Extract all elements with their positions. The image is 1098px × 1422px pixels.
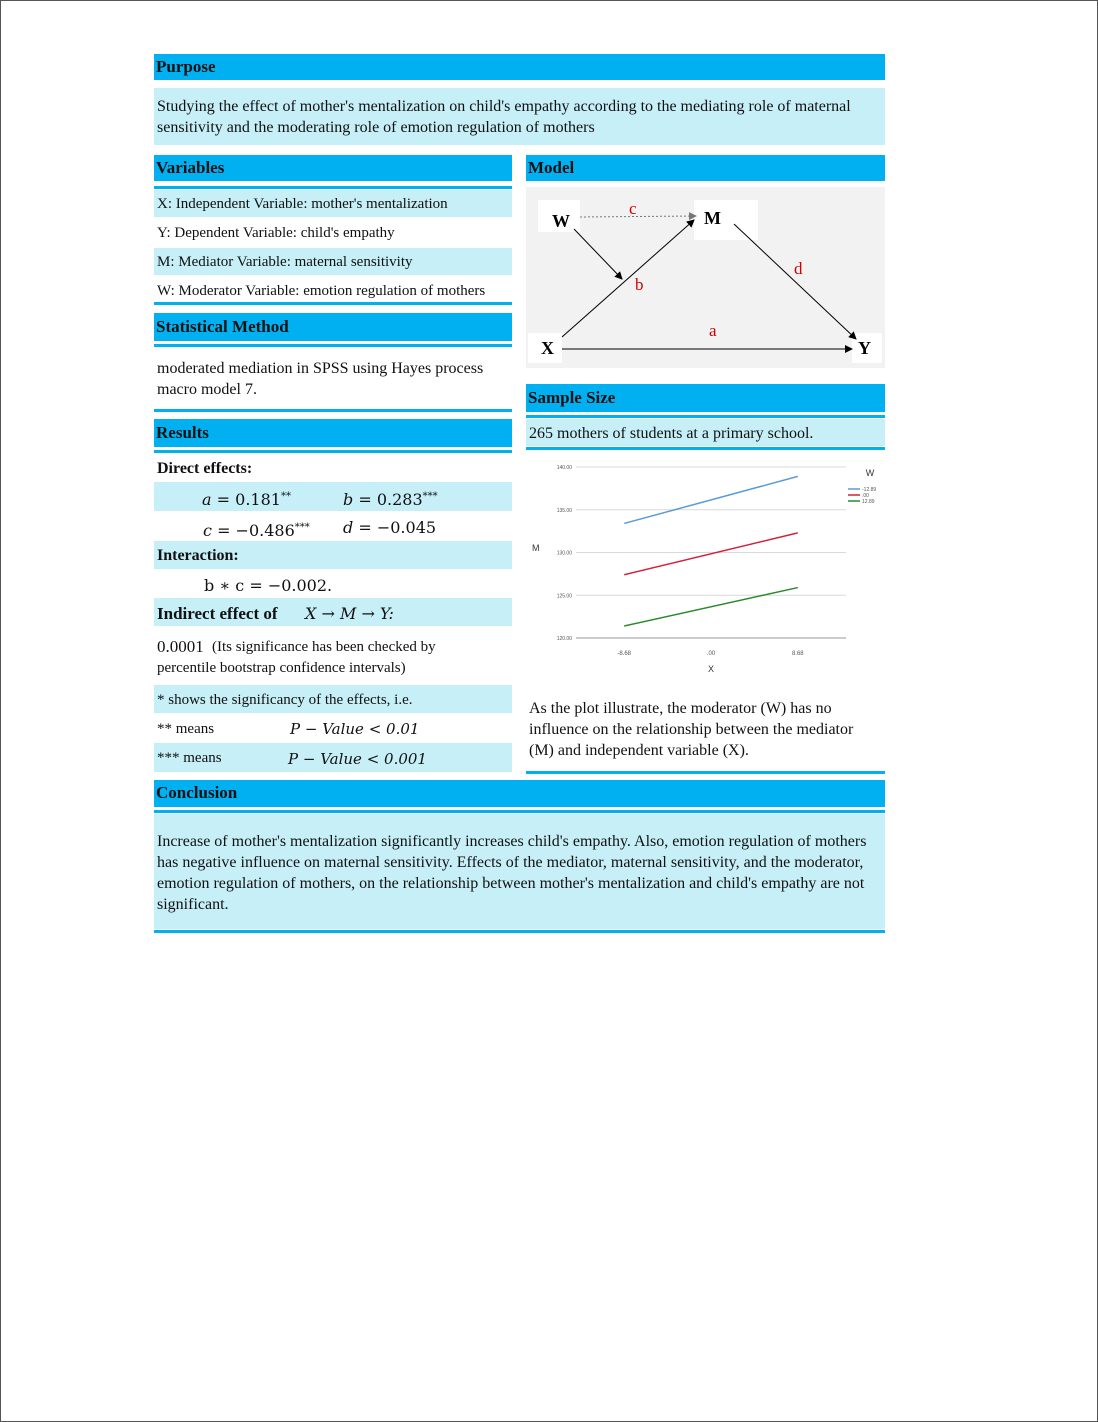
x-tick-label: -8.68 xyxy=(617,651,632,657)
plot-caption: As the plot illustrate, the moderator (W) has no influence on the relationship between the mediator (M) and independent variable (X). xyxy=(529,700,854,759)
legend-label: 12.89 xyxy=(862,499,875,505)
node-w: W xyxy=(552,211,570,231)
legend-label: .00 xyxy=(862,493,869,499)
divider xyxy=(154,186,512,189)
significance-note: * shows the significancy of the effects, i.e. xyxy=(157,692,413,708)
y-tick-label: 140.00 xyxy=(556,465,572,471)
y-tick-label: 130.00 xyxy=(556,550,572,557)
path-label-c: c xyxy=(629,199,637,218)
interaction-expression: b ∗ c = −0.002. xyxy=(204,576,333,595)
divider xyxy=(526,415,885,418)
statistical-method-text: moderated mediation in SPSS using Hayes process macro model 7. xyxy=(157,360,484,398)
path-label-d: d xyxy=(794,259,803,278)
indirect-effect-path: X → M → Y: xyxy=(305,604,394,623)
significance-triple-star: *** means xyxy=(157,750,222,766)
path-c-arrow xyxy=(580,216,696,217)
interaction-chart-svg xyxy=(526,455,885,685)
series-line xyxy=(624,588,798,626)
effect-a: a = 0.181** xyxy=(202,490,291,509)
purpose-heading: Purpose xyxy=(154,54,885,80)
significance-triple-star-expr: P − Value < 0.001 xyxy=(288,750,427,768)
model-heading: Model xyxy=(526,155,885,181)
y-tick-label: 125.00 xyxy=(556,593,572,600)
indirect-effect-label: Indirect effect of xyxy=(157,604,278,623)
statistical-method-heading: Statistical Method xyxy=(154,313,512,341)
y-axis-label: M xyxy=(532,543,540,553)
interaction-chart xyxy=(526,455,885,685)
series-line xyxy=(624,533,798,575)
divider xyxy=(154,344,512,347)
variable-m: M: Mediator Variable: maternal sensitivity xyxy=(157,254,413,270)
x-axis-label: X xyxy=(707,664,715,674)
variables-heading: Variables xyxy=(154,155,512,181)
model-diagram-svg xyxy=(526,187,885,368)
model-diagram xyxy=(526,187,885,368)
series-line xyxy=(624,476,798,523)
sample-size-heading: Sample Size xyxy=(526,384,885,412)
node-y: Y xyxy=(858,338,871,358)
divider xyxy=(526,771,885,774)
y-tick-label: 135.00 xyxy=(556,507,572,514)
x-tick-label: 8.68 xyxy=(791,651,804,657)
conclusion-heading: Conclusion xyxy=(154,780,885,807)
effect-d: d = −0.045 xyxy=(343,518,437,537)
direct-effects-label: Direct effects: xyxy=(157,460,253,477)
effect-b: b = 0.283*** xyxy=(343,490,438,509)
sample-size-text: 265 mothers of students at a primary school. xyxy=(529,425,814,442)
y-tick-label: 120.00 xyxy=(556,636,572,642)
divider xyxy=(154,302,512,305)
legend-label: -12.89 xyxy=(862,487,877,493)
significance-double-star: ** means xyxy=(157,721,215,737)
variable-w: W: Moderator Variable: emotion regulation of mothers xyxy=(157,283,486,299)
path-label-a: a xyxy=(709,321,717,340)
legend-title: W xyxy=(865,468,875,478)
x-tick-label: .00 xyxy=(706,651,716,657)
divider xyxy=(154,409,512,412)
significance-double-star-expr: P − Value < 0.01 xyxy=(290,720,420,738)
divider xyxy=(154,810,885,813)
results-heading: Results xyxy=(154,419,512,447)
divider xyxy=(154,930,885,933)
indirect-effect-value: 0.0001 xyxy=(157,637,204,656)
indirect-effect-note-2: percentile bootstrap confidence intervals) xyxy=(157,660,406,676)
variable-y: Y: Dependent Variable: child's empathy xyxy=(157,225,395,241)
path-d-arrow xyxy=(734,224,856,339)
purpose-text: Studying the effect of mother's mentalization on child's empathy according to the mediating role of maternal sensitivity and the moderating role of emotion regulation of mothers xyxy=(157,98,851,136)
node-x: X xyxy=(541,338,554,358)
variable-x: X: Independent Variable: mother's mentalization xyxy=(157,196,448,212)
path-label-b: b xyxy=(635,275,644,294)
divider xyxy=(526,447,885,450)
divider xyxy=(154,450,512,453)
conclusion-text: Increase of mother's mentalization significantly increases child's empathy. Also, emotion regulation of mothers has negative influence on maternal sensitivity. Effects of the mediator, maternal sensitivity, and the moderator, emotion regulation of mothers, on the relationship between mother's mentalization and child's empathy are not significant. xyxy=(157,833,867,913)
indirect-effect-note: (Its significance has been checked by xyxy=(212,639,436,655)
effect-c: c = −0.486*** xyxy=(203,521,310,540)
node-m: M xyxy=(704,208,721,228)
interaction-label: Interaction: xyxy=(157,547,239,564)
path-b-arrow xyxy=(574,229,622,279)
